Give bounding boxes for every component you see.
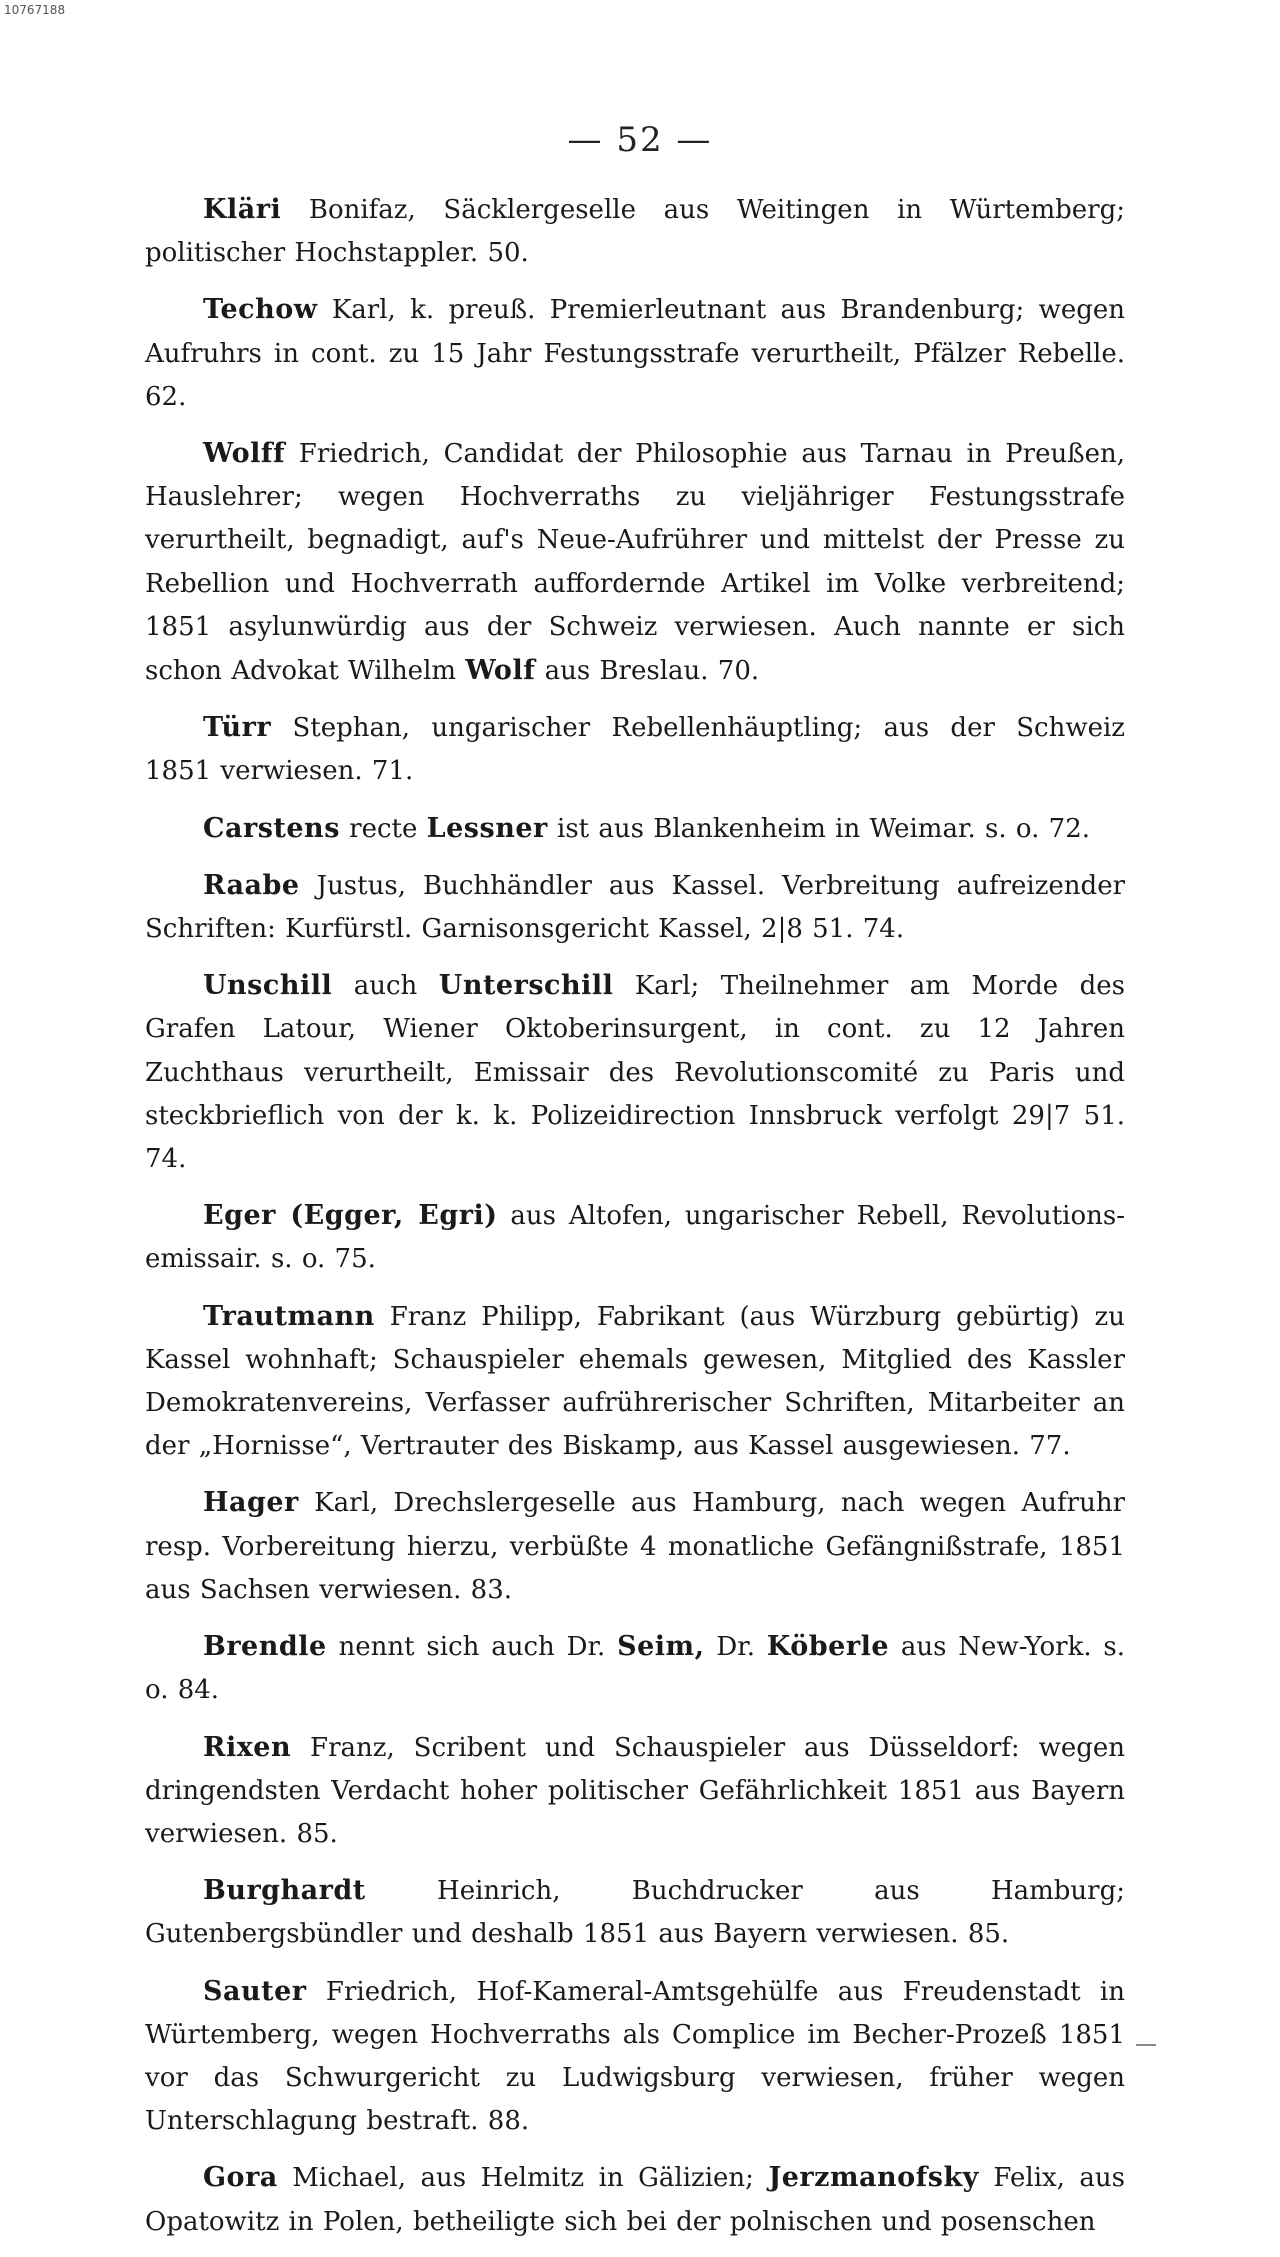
entry-name: Kläri [203, 194, 282, 225]
entry [145, 1625, 1125, 1712]
entry [145, 288, 1125, 419]
entry-text: Franz, Scribent und Schauspieler aus Düsseldorf: wegen dringendsten Verdacht hoher politischer Gefährlichkeit 1851 aus Bayern verwiesen. 85. [145, 1732, 1125, 1849]
entry-text: Karl, k. preuß. Premierleutnant aus Brandenburg; wegen Aufruhrs in cont. zu 15 Jahr Festungsstrafe verurtheilt, Pfälzer Rebelle. 62. [145, 295, 1125, 412]
entry [145, 1970, 1125, 2144]
entry-name: Sauter [203, 1975, 307, 2007]
entry-name-alias: Jerzmanofsky [768, 2162, 979, 2194]
entry-name: Rixen [203, 1731, 292, 1763]
entry [145, 1295, 1125, 1469]
entry-name: Türr [203, 712, 272, 744]
entry-text: Franz Philipp, Fabrikant (aus Würzburg gebürtig) zu Kassel wohnhaft; Schauspieler ehemals gewesen, Mitglied des Kassler Demokratenvereins, Verfasser aufrührerischer Schriften, Mitarbeiter an der „Hornisse“, Vertrauter des Biskamp, aus Kassel ausgewiesen. 77. [145, 1301, 1125, 1462]
page-number: — 52 — [567, 120, 713, 160]
entry-name: Techow [203, 294, 318, 326]
entry-text: Heinrich, Buchdrucker aus Hamburg; Gutenbergsbündler und deshalb 1851 aus Bayern verwiesen. 85. [145, 1876, 1125, 1950]
entry-text: Friedrich, Candidat der Philosophie aus Tarnau in Preußen, Hauslehrer; wegen Hochverraths zu vieljähriger Festungsstrafe verurtheilt, begnadigt, auf's Neue-Aufrührer und mittelst der Presse zu Rebellion und Hochverrath auffordernde Artikel im Volke verbreitend; 1851 asylunwürdig aus der Schweiz verwiesen. Auch nannte er sich schon Advokat Wilhelm [145, 439, 1125, 687]
entry-text: aus New-York. s. o. 84. [145, 1632, 1126, 1706]
entry-text: Stephan, ungarischer Rebellenhäuptling; aus der Schweiz 1851 verwiesen. 71. [145, 713, 1126, 787]
entry-text: ist aus Blankenheim in Weimar. s. o. 72. [557, 813, 1090, 844]
entry-name: Wolff [203, 438, 286, 470]
entry-text: recte [349, 813, 418, 844]
entry-name: Eger (Egger, Egri) [203, 1200, 498, 1232]
entry-text: Justus, Buchhändler aus Kassel. Verbreitung aufreizender Schriften: Kurfürstl. Garnisonsgericht Kassel, 2|8 51. 74. [145, 870, 1126, 945]
entry [145, 864, 1125, 951]
entry [145, 807, 1125, 851]
entry-text: auch [353, 971, 418, 1002]
entry-name: Brendle [203, 1631, 327, 1663]
entry-name: Unschill [203, 970, 333, 1002]
entry-name: Burghardt [203, 1875, 366, 1907]
entry-name: Raabe [203, 869, 300, 901]
scan-id: 10767188 [4, 3, 66, 17]
entry-name: Hager [203, 1487, 299, 1519]
entry-list [145, 188, 1125, 2257]
entry-text: Michael, aus Helmitz in Gälizien; [292, 2163, 754, 2194]
entry-name-alias: Köberle [766, 1631, 890, 1663]
entry-text: aus Altofen, ungarischer Rebell, Revolutions-emissair. s. o. 75. [145, 1201, 1125, 1275]
entry-text: aus Breslau. 70. [544, 656, 760, 687]
entry [145, 2156, 1125, 2243]
entry-text: Felix, aus Opatowitz in Polen, betheiligte sich bei der polnischen und posenschen [145, 2163, 1126, 2237]
entry [145, 188, 1125, 275]
entry-name: Gora [203, 2162, 278, 2194]
entry [145, 706, 1125, 793]
entry-name-alias: Seim, [617, 1631, 705, 1663]
entry-text: Friedrich, Hof-Kameral-Amtsgehülfe aus Freudenstadt in Würtemberg, wegen Hochverraths als Complice im Becher-Prozeß 1851 vor das Schwurgericht zu Ludwigsburg verwiesen, früher wegen Unterschlagung bestraft. 88. [145, 1976, 1125, 2137]
entry [145, 1481, 1125, 1612]
entry-name-alias: Unterschill [438, 970, 614, 1002]
entry-text: nennt sich auch Dr. [338, 1632, 606, 1663]
entry [145, 964, 1125, 1181]
entry [145, 1726, 1125, 1857]
entry-name: Carstens [203, 812, 340, 844]
entry [145, 1194, 1125, 1281]
entry-text: Karl, Drechslergeselle aus Hamburg, nach wegen Aufruhr resp. Vorbereitung hierzu, verbüßte 4 monatliche Gefängnißstrafe, 1851 aus Sachsen verwiesen. 83. [145, 1488, 1125, 1605]
entry-name: Trautmann [203, 1300, 375, 1332]
entry [145, 432, 1125, 693]
line-continuation-mark [1136, 2044, 1156, 2046]
entry-text: Bonifaz, Säcklergeselle aus Weitingen in Würtemberg; politischer Hochstappler. 50. [145, 195, 1126, 269]
entry-name-alias: Lessner [426, 812, 548, 844]
entry [145, 1869, 1125, 1956]
entry-name-alias: Wolf [465, 655, 536, 687]
entry-text: Dr. [716, 1632, 756, 1663]
entry-text: Karl; Theilnehmer am Morde des Grafen Latour, Wiener Oktoberinsurgent, in cont. zu 12 Jahren Zuchthaus verurtheilt, Emissair des Revolutionscomité zu Paris und steckbrieflich von der k. k. Polizeidirection Innsbruck verfolgt 29|7 51. 74. [145, 971, 1126, 1175]
